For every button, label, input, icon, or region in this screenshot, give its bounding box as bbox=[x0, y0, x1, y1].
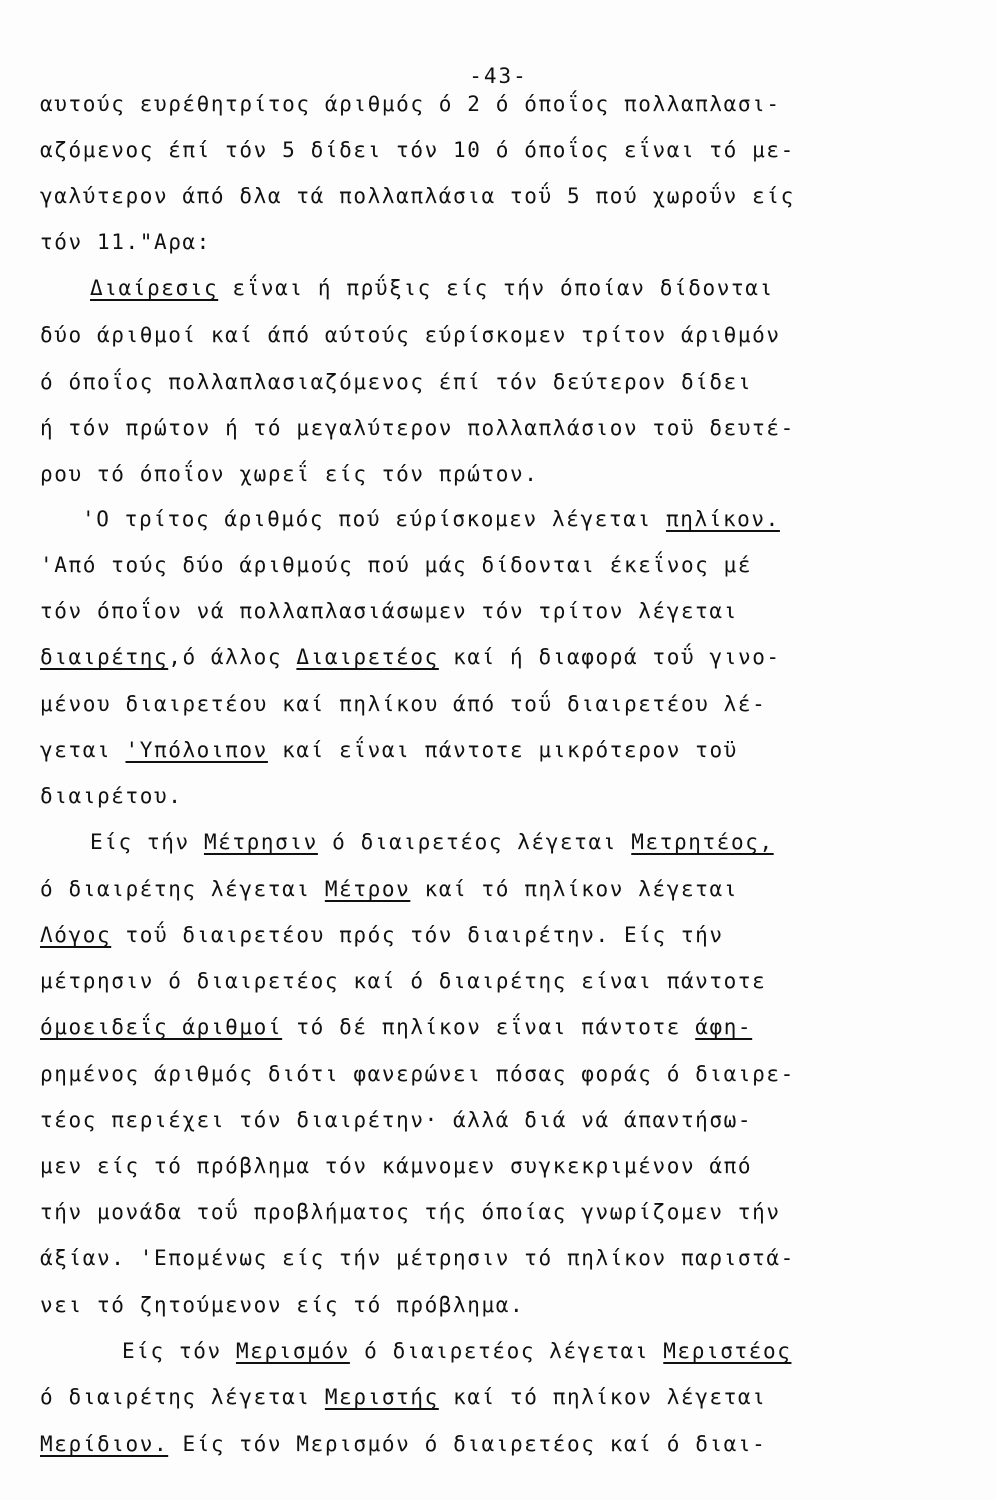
text-line bbox=[90, 274, 997, 304]
underlined-term: Διαίρεσις bbox=[90, 276, 219, 300]
text-segment: Είς τήν bbox=[90, 830, 204, 854]
underlined-term: πηλίκον. bbox=[665, 507, 780, 531]
text-segment: μέτρησιν ό διαιρετέος καί ό διαιρέτης είναι πάντοτε bbox=[40, 969, 767, 993]
text-segment: τόν όποΐον νά πολλαπλασιάσωμεν τόν τρίτον λέγεται bbox=[40, 599, 738, 623]
text-line bbox=[40, 368, 960, 398]
text-line bbox=[40, 414, 960, 444]
text-line bbox=[122, 1337, 997, 1367]
text-line bbox=[40, 460, 960, 490]
underlined-term: Μέτρον bbox=[324, 877, 411, 901]
text-line bbox=[90, 828, 997, 858]
text-line bbox=[40, 551, 960, 581]
underlined-term: άφη- bbox=[695, 1015, 753, 1039]
text-segment: τοΰ διαιρετέου πρός τόν διαιρέτην. Είς τήν bbox=[111, 923, 724, 947]
text-segment: καί τό πηλίκον λέγεται bbox=[410, 877, 738, 901]
text-line bbox=[40, 1291, 960, 1321]
text-line bbox=[40, 1013, 960, 1043]
underlined-term: Μερίδιον. bbox=[40, 1432, 169, 1456]
underlined-term: Μεριστής bbox=[324, 1385, 439, 1409]
underlined-term: Μεριστέος bbox=[663, 1339, 792, 1363]
text-segment: τό δέ πηλίκον εΐναι πάντοτε bbox=[282, 1015, 696, 1039]
text-line bbox=[40, 1198, 960, 1228]
text-segment: Είς τόν bbox=[122, 1339, 236, 1363]
text-segment: αυτούς ευρέθητρίτος άριθμός ό 2 ό όποΐος πολλαπλασι- bbox=[40, 92, 781, 116]
text-segment: καί εΐναι πάντοτε μικρότερον τοϋ bbox=[267, 738, 738, 762]
underlined-term: διαιρέτης bbox=[40, 645, 169, 669]
text-segment: 'Ο τρίτος άριθμός πού εύρίσκομεν λέγεται bbox=[82, 507, 666, 531]
text-segment: διαιρέτου. bbox=[40, 784, 183, 808]
text-segment: 'Από τούς δύο άριθμούς πού μάς δίδονται έκεΐνος μέ bbox=[40, 553, 753, 577]
text-segment: καί τό πηλίκον λέγεται bbox=[438, 1385, 767, 1409]
text-segment: καί ή διαφορά τοΰ γινο- bbox=[438, 645, 781, 669]
text-segment: άξίαν. 'Επομένως είς τήν μέτρησιν τό πηλίκον παριστά- bbox=[40, 1246, 795, 1270]
text-line bbox=[40, 875, 960, 905]
text-line bbox=[40, 1106, 960, 1136]
text-segment: γεται bbox=[40, 738, 126, 762]
text-segment: αζόμενος έπί τόν 5 δίδει τόν 10 ό όποΐος εΐναι τό με- bbox=[40, 138, 795, 162]
text-line bbox=[40, 597, 960, 627]
text-line bbox=[40, 782, 960, 812]
text-segment: ό όποΐος πολλαπλασιαζόμενος έπί τόν δεύτερον δίδει bbox=[40, 370, 753, 394]
text-line bbox=[40, 90, 960, 120]
text-line bbox=[40, 690, 960, 720]
text-segment: δύο άριθμοί καί άπό αύτούς εύρίσκομεν τρίτον άριθμόν bbox=[40, 323, 781, 347]
text-line bbox=[40, 643, 960, 673]
text-segment: ρου τό όποΐον χωρεΐ είς τόν πρώτον. bbox=[40, 462, 539, 486]
text-segment: ό διαιρετέος λέγεται bbox=[349, 1339, 664, 1363]
page-number: -43- bbox=[469, 64, 528, 88]
underlined-term: Μερισμόν bbox=[235, 1339, 350, 1363]
underlined-term: 'Υπόλοιπον bbox=[125, 738, 268, 762]
text-segment: ό διαιρέτης λέγεται bbox=[40, 1385, 325, 1409]
text-segment: εΐναι ή πρΰξις είς τήν όποίαν δίδονται bbox=[218, 276, 774, 300]
text-segment: ,ό άλλος bbox=[168, 645, 297, 669]
text-line bbox=[40, 182, 960, 212]
text-segment: μένου διαιρετέου καί πηλίκου άπό τοΰ διαιρετέου λέ- bbox=[40, 692, 767, 716]
text-line bbox=[40, 321, 960, 351]
text-segment: τέος περιέχει τόν διαιρέτην· άλλά διά νά άπαντήσω- bbox=[40, 1108, 753, 1132]
text-segment: ρημένος άριθμός διότι φανερώνει πόσας φοράς ό διαιρε- bbox=[40, 1062, 795, 1086]
text-line bbox=[40, 921, 960, 951]
underlined-term: Μετρητέος, bbox=[631, 830, 774, 854]
text-line bbox=[40, 1244, 960, 1274]
underlined-term: Διαιρετέος bbox=[296, 645, 439, 669]
underlined-term: Μέτρησιν bbox=[203, 830, 318, 854]
text-segment: μεν είς τό πρόβλημα τόν κάμνομεν συγκεκριμένον άπό bbox=[40, 1154, 753, 1178]
text-line bbox=[40, 736, 960, 766]
text-segment: γαλύτερον άπό δλα τά πολλαπλάσια τοΰ 5 πού χωροΰν είς bbox=[40, 184, 795, 208]
text-line bbox=[40, 228, 960, 258]
text-segment: νει τό ζητούμενον είς τό πρόβλημα. bbox=[40, 1293, 525, 1317]
text-segment: ή τόν πρώτον ή τό μεγαλύτερον πολλαπλάσιον τοϋ δευτέ- bbox=[40, 416, 795, 440]
text-segment: ό διαιρετέος λέγεται bbox=[317, 830, 632, 854]
text-segment: ό διαιρέτης λέγεται bbox=[40, 877, 325, 901]
text-segment: τόν 11."Αρα: bbox=[40, 230, 211, 254]
text-line bbox=[40, 1060, 960, 1090]
underlined-term: όμοειδεΐς άριθμοί bbox=[40, 1015, 283, 1039]
text-line bbox=[40, 1152, 960, 1182]
text-line bbox=[40, 1383, 960, 1413]
text-line bbox=[40, 967, 960, 997]
text-line bbox=[82, 505, 997, 535]
text-segment: Είς τόν Μερισμόν ό διαιρετέος καί ό διαι- bbox=[168, 1432, 767, 1456]
text-line bbox=[40, 1430, 960, 1460]
text-segment: τήν μονάδα τοΰ προβλήματος τής όποίας γνωρίζομεν τήν bbox=[40, 1200, 781, 1224]
text-line bbox=[40, 136, 960, 166]
underlined-term: Λόγος bbox=[40, 923, 112, 947]
